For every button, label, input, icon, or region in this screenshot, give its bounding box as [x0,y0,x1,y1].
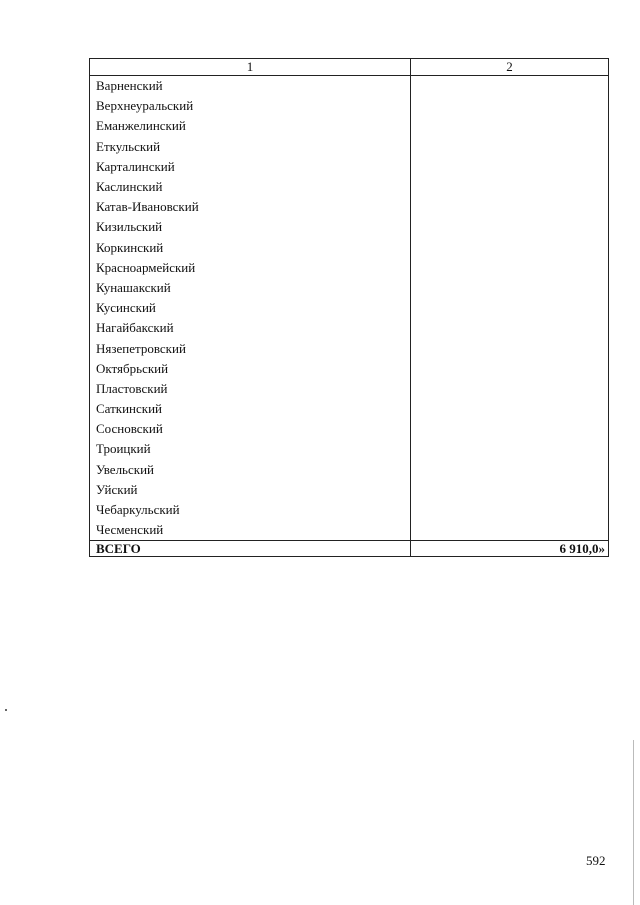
district-name: Верхнеуральский [90,96,411,116]
district-value [411,258,609,278]
table-body [90,76,609,541]
district-value [411,197,609,217]
table-row [90,419,609,439]
district-value [411,399,609,419]
district-value [411,137,609,157]
district-value [411,298,609,318]
district-value [411,76,609,97]
district-name: Сосновский [90,419,411,439]
district-value [411,238,609,258]
table-row [90,258,609,278]
table-row [90,137,609,157]
district-value [411,520,609,541]
total-row [90,541,609,557]
district-name: Кусинский [90,298,411,318]
district-value [411,177,609,197]
district-name: Увельский [90,460,411,480]
district-name: Катав-Ивановский [90,197,411,217]
district-name: Красноармейский [90,258,411,278]
table-row [90,217,609,237]
district-value [411,96,609,116]
table-row [90,238,609,258]
district-name: Троицкий [90,439,411,459]
district-value [411,116,609,136]
district-name: Каслинский [90,177,411,197]
district-name: Еманжелинский [90,116,411,136]
district-value [411,500,609,520]
table-row [90,480,609,500]
district-name: Карталинский [90,157,411,177]
table-row [90,96,609,116]
table-row [90,439,609,459]
district-name: Октябрьский [90,359,411,379]
table-row [90,298,609,318]
table-row [90,399,609,419]
table-row [90,460,609,480]
table-row [90,177,609,197]
total-value: 6 910,0» [411,541,609,557]
district-name: Еткульский [90,137,411,157]
district-name: Нагайбакский [90,318,411,338]
district-value [411,217,609,237]
scan-artifact-left [5,709,7,711]
table-row [90,359,609,379]
total-label: ВСЕГО [90,541,411,557]
district-value [411,278,609,298]
district-value [411,379,609,399]
district-value [411,480,609,500]
district-value [411,318,609,338]
district-name: Варненский [90,76,411,97]
table-row [90,500,609,520]
district-name: Пластовский [90,379,411,399]
district-value [411,439,609,459]
page-number: 592 [586,853,606,868]
district-value [411,338,609,358]
district-value [411,359,609,379]
district-value [411,419,609,439]
district-name: Чебаркульский [90,500,411,520]
table-header-row [90,59,609,76]
district-value [411,157,609,177]
table-row [90,197,609,217]
table-row [90,157,609,177]
district-name: Чесменский [90,520,411,541]
district-name: Нязепетровский [90,338,411,358]
table-row [90,520,609,541]
column-header-1: 1 [90,59,411,76]
district-name: Уйский [90,480,411,500]
column-header-2: 2 [411,59,609,76]
scan-artifact-right [633,740,634,905]
table-row [90,76,609,97]
data-table [89,58,609,557]
table-row [90,116,609,136]
table-row [90,338,609,358]
district-name: Кизильский [90,217,411,237]
district-name: Саткинский [90,399,411,419]
district-name: Кунашакский [90,278,411,298]
district-value [411,460,609,480]
table-row [90,379,609,399]
district-name: Коркинский [90,238,411,258]
table-row [90,278,609,298]
table-row [90,318,609,338]
